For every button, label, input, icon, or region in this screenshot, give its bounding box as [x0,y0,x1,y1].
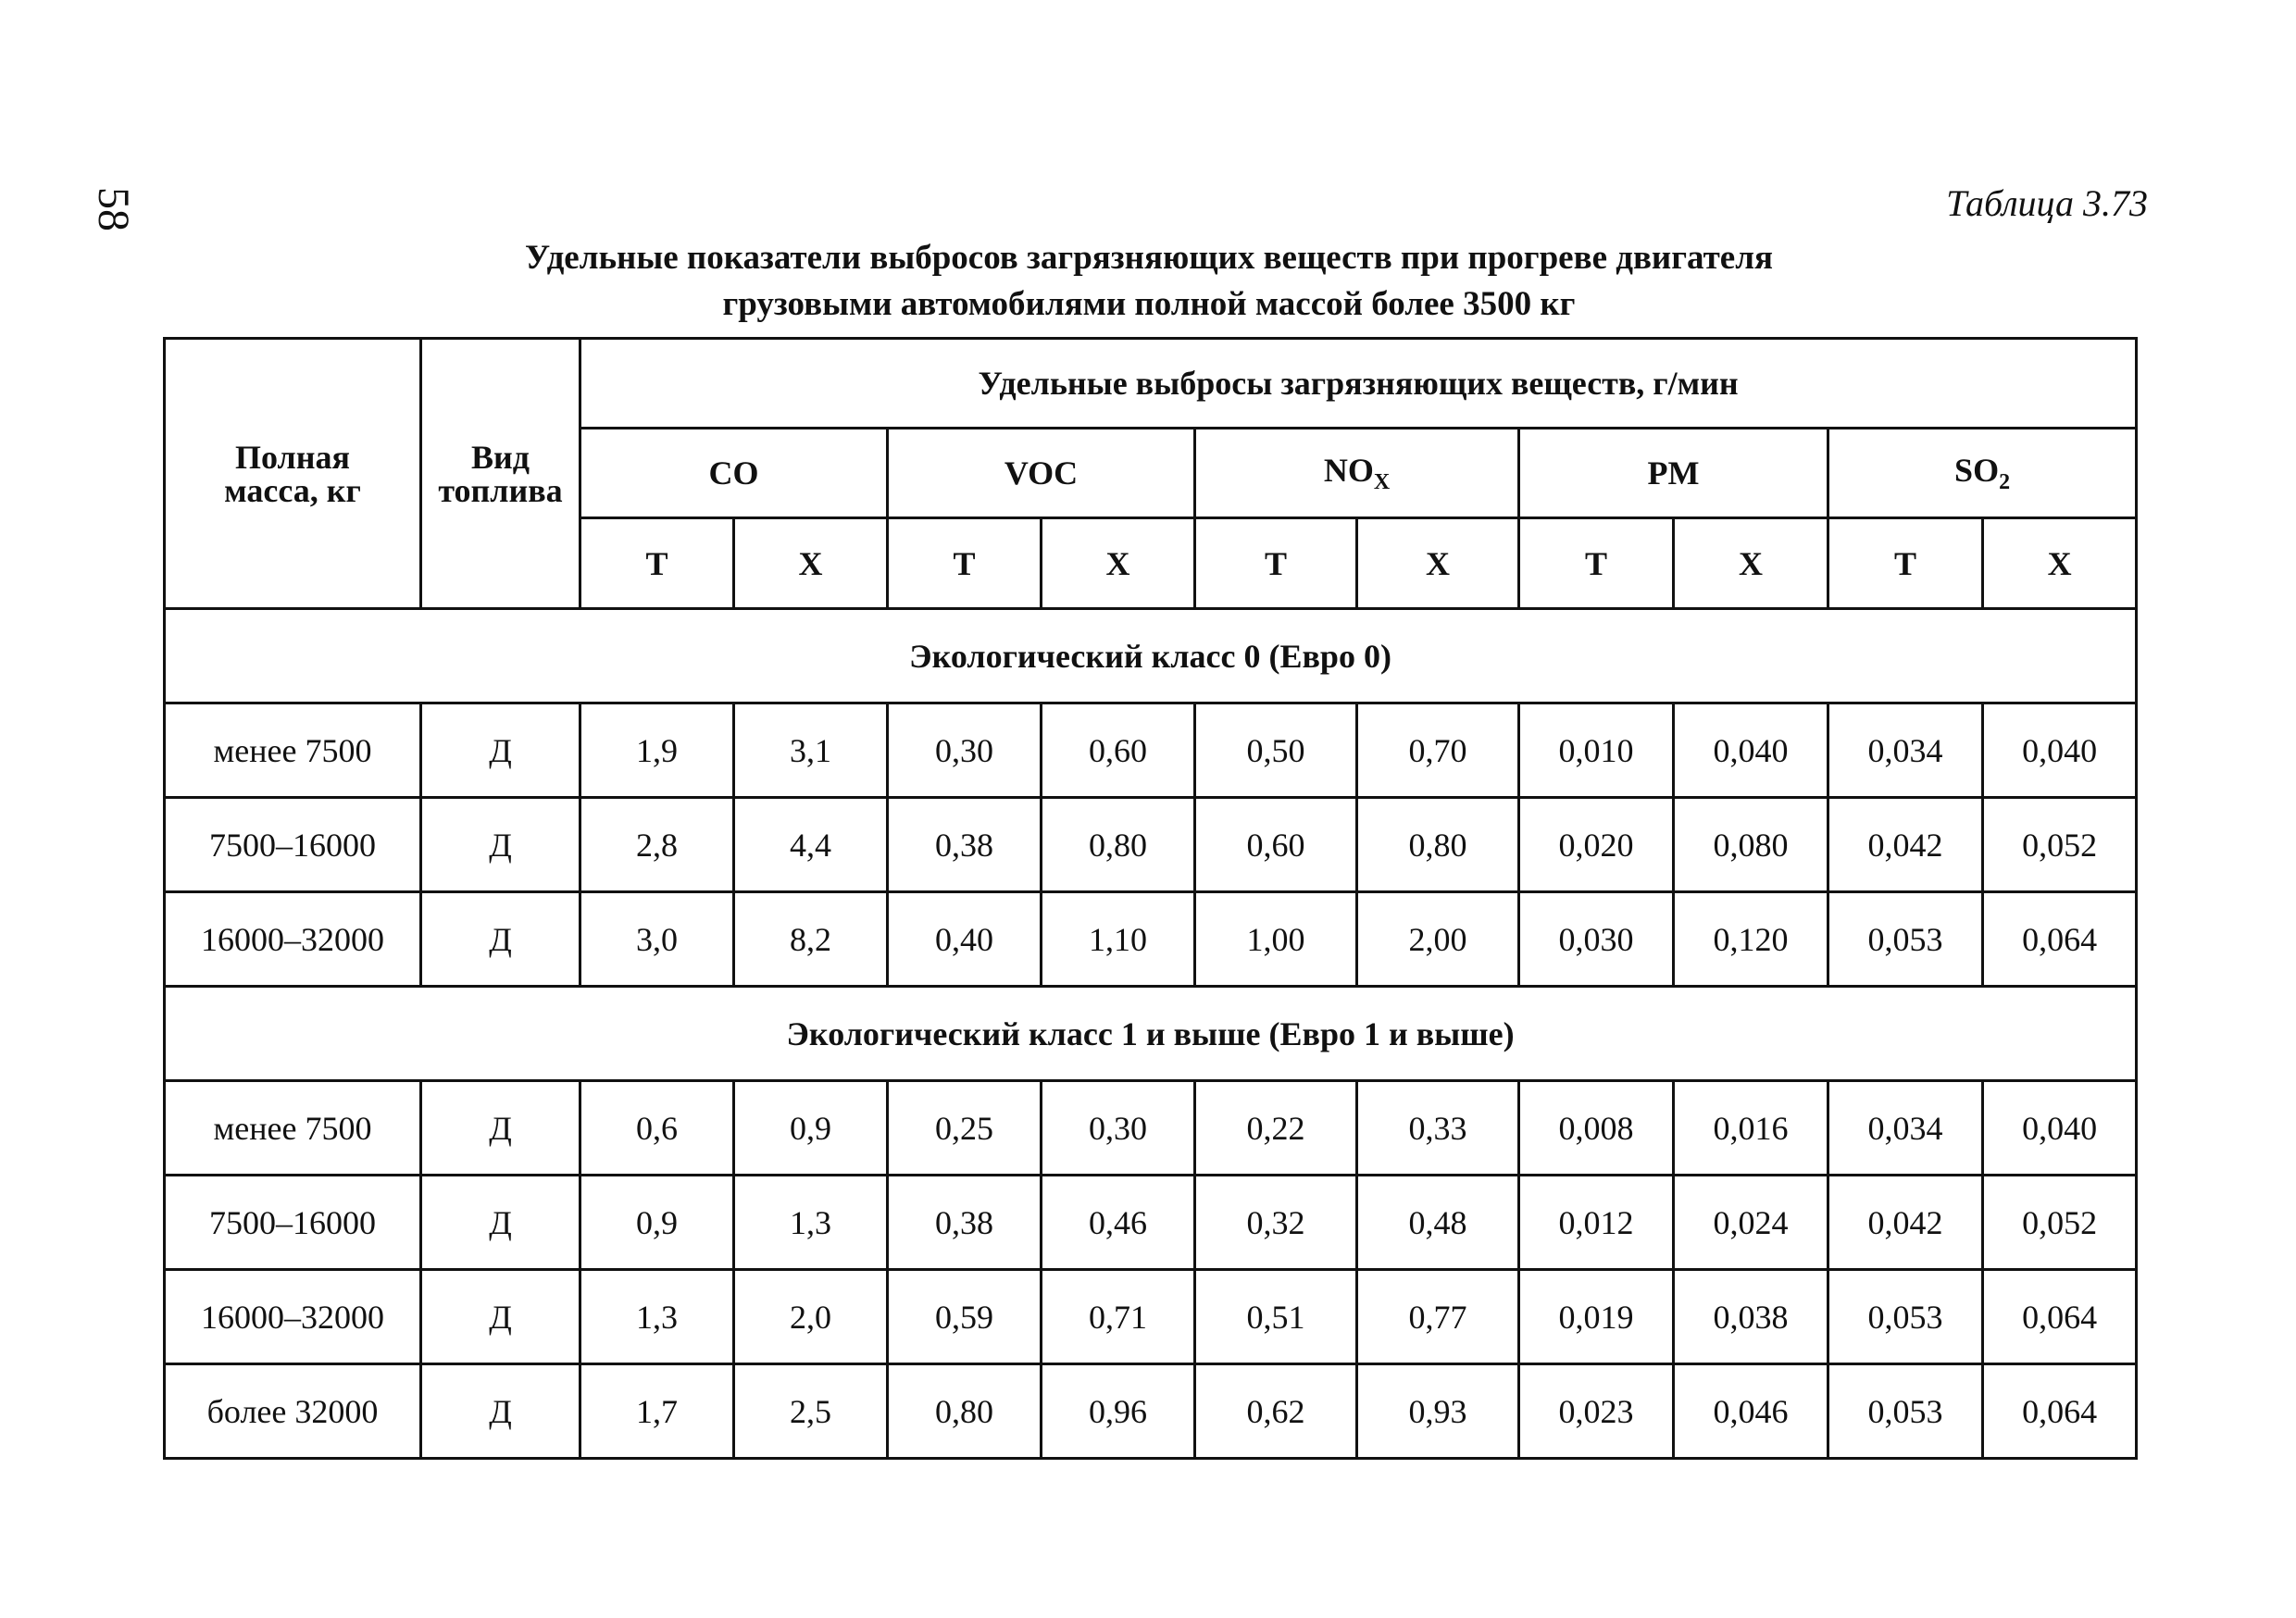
cell-value: 0,046 [1674,1364,1828,1459]
header-mass [165,339,421,609]
cell-value: 0,60 [1195,798,1357,892]
cell-value: 0,042 [1828,798,1983,892]
table-row [165,1081,2137,1176]
section-row [165,987,2137,1081]
table-row [165,703,2137,798]
cell-value: 0,80 [1042,798,1195,892]
cell-value: 3,1 [734,703,888,798]
header-mass-line-1: Полная [235,438,350,476]
cell-value: 0,019 [1519,1270,1674,1364]
header-pollutant [888,429,1195,518]
cell-value: 0,80 [1357,798,1519,892]
cell-value: 0,008 [1519,1081,1674,1176]
cell-value: 0,93 [1357,1364,1519,1459]
header-mode-t: Т [1195,518,1357,609]
header-mode-x: Х [1674,518,1828,609]
header-mass-line-2: масса, кг [224,471,361,509]
table-row [165,1364,2137,1459]
cell-value: 0,6 [580,1081,734,1176]
table-caption-line-2: грузовыми автомобилями полной массой более 3500 кг [722,285,1576,323]
cell-value: 0,50 [1195,703,1357,798]
cell-value: 0,59 [888,1270,1042,1364]
cell-fuel: Д [421,1364,580,1459]
header-mode-t: Т [1519,518,1674,609]
cell-value: 0,040 [1674,703,1828,798]
cell-value: 1,00 [1195,892,1357,987]
cell-value: 0,024 [1674,1176,1828,1270]
cell-value: 0,040 [1983,703,2137,798]
section-title: Экологический класс 1 и выше (Евро 1 и выше) [165,987,2137,1081]
header-mode-t: Т [580,518,734,609]
cell-value: 4,4 [734,798,888,892]
header-emissions: Удельные выбросы загрязняющих веществ, г/мин [580,339,2137,429]
cell-value: 0,60 [1042,703,1195,798]
cell-mass: более 32000 [165,1364,421,1459]
section-title: Экологический класс 0 (Евро 0) [165,609,2137,703]
cell-value: 0,020 [1519,798,1674,892]
header-fuel-line-2: топлива [438,471,563,509]
header-mode-x: Х [1983,518,2137,609]
cell-value: 0,053 [1828,1270,1983,1364]
cell-value: 0,40 [888,892,1042,987]
header-mode-t: Т [1828,518,1983,609]
cell-value: 0,042 [1828,1176,1983,1270]
header-mode-x: Х [1042,518,1195,609]
cell-value: 0,9 [580,1176,734,1270]
cell-value: 0,70 [1357,703,1519,798]
cell-value: 0,9 [734,1081,888,1176]
cell-value: 0,016 [1674,1081,1828,1176]
cell-value: 0,052 [1983,1176,2137,1270]
cell-value: 0,38 [888,1176,1042,1270]
cell-value: 0,052 [1983,798,2137,892]
cell-value: 2,0 [734,1270,888,1364]
section-row [165,609,2137,703]
cell-value: 0,012 [1519,1176,1674,1270]
cell-value: 0,040 [1983,1081,2137,1176]
cell-value: 0,51 [1195,1270,1357,1364]
cell-value: 0,25 [888,1081,1042,1176]
cell-value: 1,7 [580,1364,734,1459]
emissions-table [163,337,2138,1460]
header-pollutant [1195,429,1519,518]
cell-value: 1,3 [734,1176,888,1270]
cell-value: 0,30 [1042,1081,1195,1176]
cell-value: 0,080 [1674,798,1828,892]
cell-value: 0,064 [1983,1364,2137,1459]
pollutant-name: VOC [1004,454,1079,492]
cell-value: 0,38 [888,798,1042,892]
cell-mass: 7500–16000 [165,798,421,892]
pollutant-subscript: 2 [1999,470,2011,494]
table-label: Таблица 3.73 [1946,182,2148,224]
pollutant-name: PM [1647,454,1700,492]
table-header [165,339,2137,609]
cell-value: 0,71 [1042,1270,1195,1364]
cell-value: 8,2 [734,892,888,987]
cell-mass: 7500–16000 [165,1176,421,1270]
pollutant-name: CO [708,454,759,492]
cell-value: 0,32 [1195,1176,1357,1270]
cell-value: 3,0 [580,892,734,987]
cell-value: 0,80 [888,1364,1042,1459]
header-fuel-line-1: Вид [471,438,530,476]
cell-value: 0,064 [1983,1270,2137,1364]
cell-value: 0,46 [1042,1176,1195,1270]
cell-value: 1,3 [580,1270,734,1364]
cell-value: 1,10 [1042,892,1195,987]
cell-value: 0,48 [1357,1176,1519,1270]
cell-value: 0,22 [1195,1081,1357,1176]
table-row [165,798,2137,892]
table-body [165,609,2137,1459]
page-number: 58 [89,187,138,231]
header-mode-x: Х [1357,518,1519,609]
cell-fuel: Д [421,1081,580,1176]
pollutant-name: NO [1323,452,1374,489]
header-fuel [421,339,580,609]
cell-value: 0,96 [1042,1364,1195,1459]
cell-value: 0,034 [1828,703,1983,798]
cell-fuel: Д [421,703,580,798]
pollutant-subscript: X [1373,470,1391,494]
table-caption-line-1: Удельные показатели выбросов загрязняющих веществ при прогреве двигателя [525,239,1773,277]
cell-mass: менее 7500 [165,1081,421,1176]
cell-value: 0,064 [1983,892,2137,987]
cell-value: 1,9 [580,703,734,798]
cell-value: 0,77 [1357,1270,1519,1364]
header-mode-t: Т [888,518,1042,609]
cell-value: 2,5 [734,1364,888,1459]
table-row [165,892,2137,987]
cell-value: 0,023 [1519,1364,1674,1459]
cell-mass: 16000–32000 [165,892,421,987]
header-pollutant [1828,429,2137,518]
cell-value: 2,00 [1357,892,1519,987]
table-row [165,1270,2137,1364]
cell-mass: 16000–32000 [165,1270,421,1364]
cell-fuel: Д [421,798,580,892]
header-pollutant [580,429,888,518]
cell-fuel: Д [421,1270,580,1364]
cell-fuel: Д [421,1176,580,1270]
cell-value: 0,034 [1828,1081,1983,1176]
cell-value: 0,030 [1519,892,1674,987]
header-pollutant [1519,429,1828,518]
cell-value: 0,053 [1828,1364,1983,1459]
cell-fuel: Д [421,892,580,987]
table-row [165,1176,2137,1270]
header-mode-x: Х [734,518,888,609]
cell-mass: менее 7500 [165,703,421,798]
cell-value: 0,120 [1674,892,1828,987]
cell-value: 2,8 [580,798,734,892]
cell-value: 0,053 [1828,892,1983,987]
pollutant-name: SO [1954,452,2000,489]
cell-value: 0,038 [1674,1270,1828,1364]
cell-value: 0,010 [1519,703,1674,798]
cell-value: 0,33 [1357,1081,1519,1176]
cell-value: 0,30 [888,703,1042,798]
cell-value: 0,62 [1195,1364,1357,1459]
